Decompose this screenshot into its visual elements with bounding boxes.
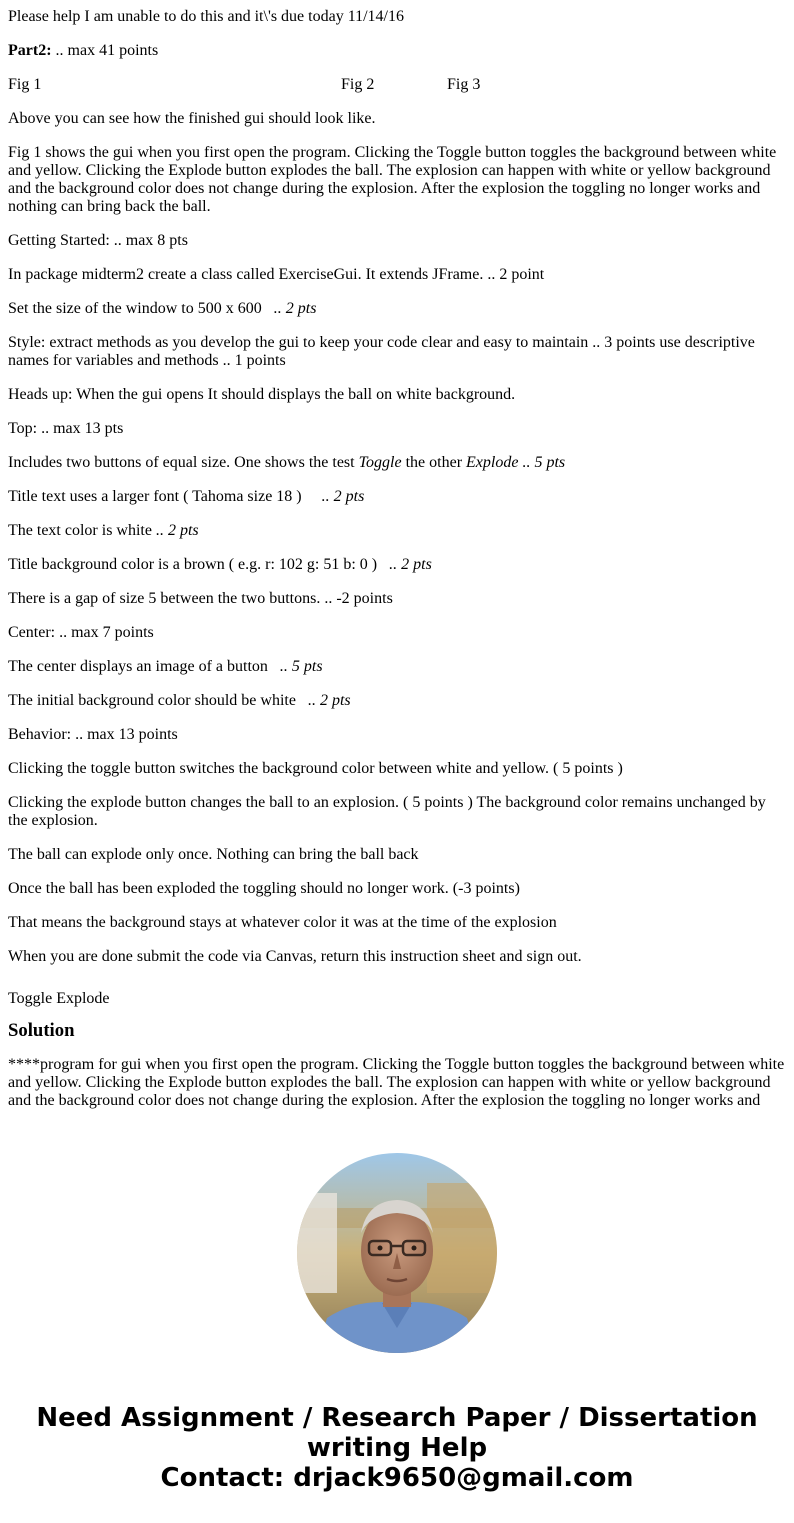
toggle-behavior: Clicking the toggle button switches the background color between white and yellow. ( 5 points )	[8, 760, 623, 777]
part2-text: .. max 41 points	[51, 42, 159, 59]
style-instruction: Style: extract methods as you develop the gui to keep your code clear and easy to maintain .. 3 points use descriptive names for variables and methods .. 1 points	[8, 334, 755, 369]
fig1-description: Fig 1 shows the gui when you first open the program. Clicking the Toggle button toggles the background between white and yellow. Clicking the Explode button explodes the ball. The explosion can happen with white or yellow background and the background color does not change during the explosion. After the explosion the toggling no longer works and nothing can bring back the ball.	[8, 144, 777, 215]
question-header: Please help I am unable to do this and it\'s due today 11/14/16	[8, 8, 404, 25]
center-bg-points: .. 2 pts	[307, 692, 351, 709]
buttons-text-b: the other	[401, 454, 467, 471]
center-bg-text: The initial background color should be white	[8, 692, 308, 709]
explode-behavior: Clicking the explode button changes the ball to an explosion. ( 5 points ) The background color remains unchanged by the explosion.	[8, 794, 766, 829]
center-image-instruction	[8, 658, 786, 676]
text-color-points: .. 2 pts	[155, 522, 199, 539]
buttons-instruction	[8, 454, 786, 472]
fig2-label: Fig 2	[341, 76, 375, 93]
text-color-text: The text color is white	[8, 522, 156, 539]
class-instruction: In package midterm2 create a class called ExerciseGui. It extends JFrame. .. 2 point	[8, 266, 545, 283]
title-bg-text: Title background color is a brown ( e.g. r: 102 g: 51 b: 0 )	[8, 556, 390, 573]
center-image-points: .. 5 pts	[279, 658, 323, 675]
explode-word: Explode .. 5 pts	[466, 454, 566, 471]
size-instruction	[8, 300, 786, 318]
explode-once-line: The ball can explode only once. Nothing can bring the ball back	[8, 846, 419, 863]
figure-labels	[8, 76, 786, 94]
title-bg-instruction	[8, 556, 786, 574]
buttons-text-a: Includes two buttons of equal size. One shows the test	[8, 454, 359, 471]
part2-label: Part2:	[8, 42, 52, 59]
center-image-text: The center displays an image of a button	[8, 658, 280, 675]
toggle-word: Toggle	[358, 454, 402, 471]
size-points: .. 2 pts	[273, 300, 317, 317]
behavior-heading: Behavior: .. max 13 points	[8, 726, 178, 743]
banner-line-1: Need Assignment / Research Paper / Dissertation	[36, 1403, 758, 1433]
center-bg-instruction	[8, 692, 786, 710]
solution-heading: Solution	[8, 1020, 75, 1041]
fig3-label: Fig 3	[447, 76, 481, 93]
size-text: Set the size of the window to 500 x 600	[8, 300, 274, 317]
part2-line	[8, 42, 786, 60]
getting-started-heading: Getting Started: .. max 8 pts	[8, 232, 188, 249]
font-instruction	[8, 488, 786, 506]
no-toggle-line: Once the ball has been exploded the toggling should no longer work. (-3 points)	[8, 880, 520, 897]
buttons-caption: Toggle Explode	[8, 990, 110, 1007]
solution-text: ****program for gui when you first open the program. Clicking the Toggle button toggles the background between white and yellow. Clicking the Explode button explodes the ball. The explosion can happen with white or yellow background and the background color does not change during the explosion. After the explosion the toggling no longer works and	[8, 1056, 785, 1109]
document-body	[8, 8, 786, 1126]
banner-line-3: Contact: drjack9650@gmail.com	[160, 1463, 634, 1493]
intro-line: Above you can see how the finished gui should look like.	[8, 110, 376, 127]
background-stays-line: That means the background stays at whatever color it was at the time of the explosion	[8, 914, 557, 931]
title-bg-points: .. 2 pts	[389, 556, 432, 573]
author-photo	[297, 1153, 497, 1353]
author-avatar	[297, 1153, 497, 1353]
font-points: .. 2 pts	[321, 488, 365, 505]
text-color-instruction	[8, 522, 786, 540]
submit-line: When you are done submit the code via Canvas, return this instruction sheet and sign out.	[8, 948, 582, 965]
contact-banner	[0, 1403, 794, 1493]
center-heading: Center: .. max 7 points	[8, 624, 154, 641]
font-text: Title text uses a larger font ( Tahoma size 18 )	[8, 488, 322, 505]
fig1-label: Fig 1	[8, 76, 42, 93]
heads-up-line: Heads up: When the gui opens It should displays the ball on white background.	[8, 386, 516, 403]
top-heading: Top: .. max 13 pts	[8, 420, 124, 437]
banner-line-2: writing Help	[306, 1433, 488, 1463]
gap-instruction: There is a gap of size 5 between the two buttons. .. -2 points	[8, 590, 393, 607]
